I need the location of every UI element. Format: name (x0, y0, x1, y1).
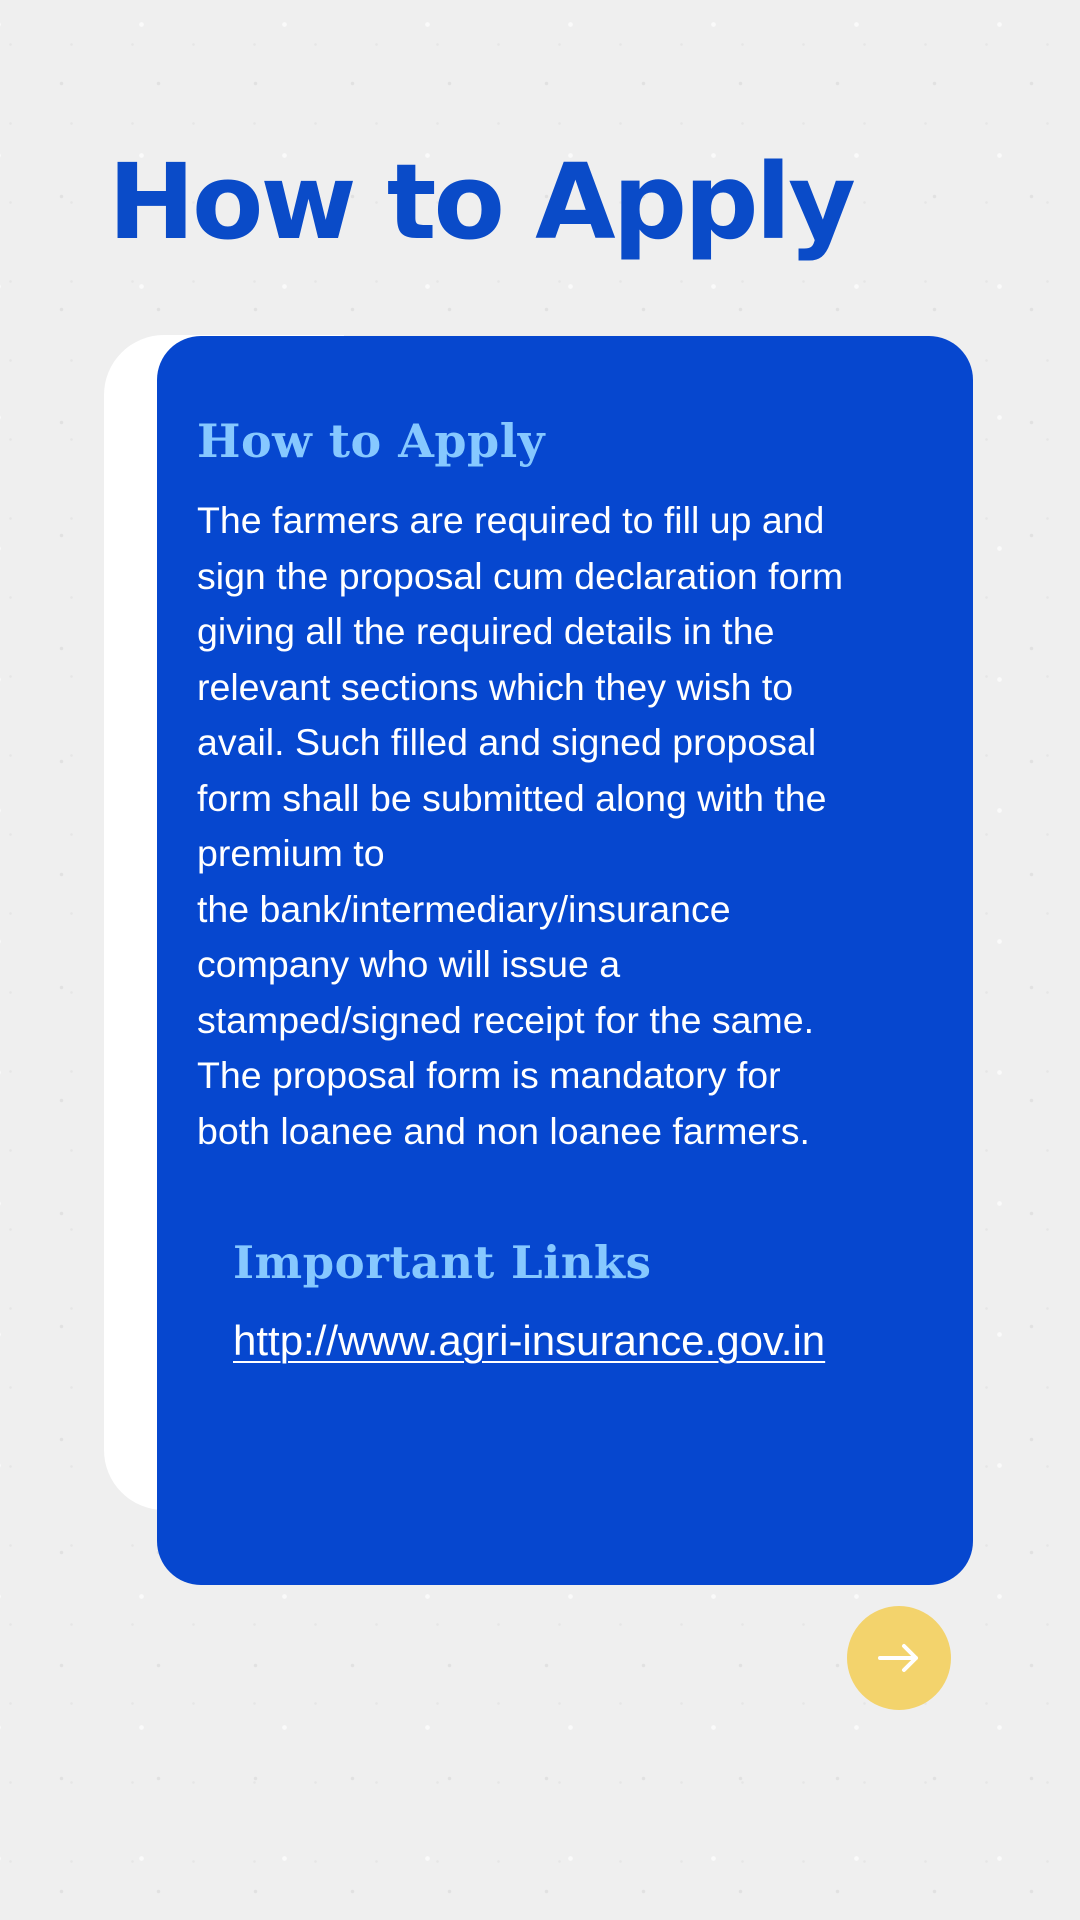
body-line: form shall be submitted along with the (197, 776, 827, 819)
body-line: stamped/signed receipt for the same. (197, 998, 814, 1041)
body-line: giving all the required details in the (197, 610, 775, 652)
arrow-right-icon (876, 1635, 922, 1681)
body-line: premium to (197, 832, 385, 874)
card-heading: How to Apply (197, 414, 545, 468)
card-body-text (197, 493, 947, 1159)
important-links-heading: Important Links (233, 1236, 652, 1289)
agri-insurance-link[interactable]: http://www.agri-insurance.gov.in (233, 1317, 826, 1364)
body-line: company who will issue a (197, 943, 621, 985)
body-line: both loanee and non loanee farmers. (197, 1109, 810, 1152)
body-line: relevant sections which they wish to (197, 665, 794, 708)
body-line: The farmers are required to fill up and (197, 499, 825, 541)
info-card (157, 336, 973, 1585)
body-line: the bank/intermediary/insurance (197, 887, 731, 930)
page-title: How to Apply (108, 141, 853, 263)
body-line: The proposal form is mandatory for (197, 1054, 781, 1096)
body-line: sign the proposal cum declaration form (197, 554, 844, 597)
body-line: avail. Such filled and signed proposal (197, 721, 817, 763)
next-button[interactable] (847, 1606, 951, 1710)
